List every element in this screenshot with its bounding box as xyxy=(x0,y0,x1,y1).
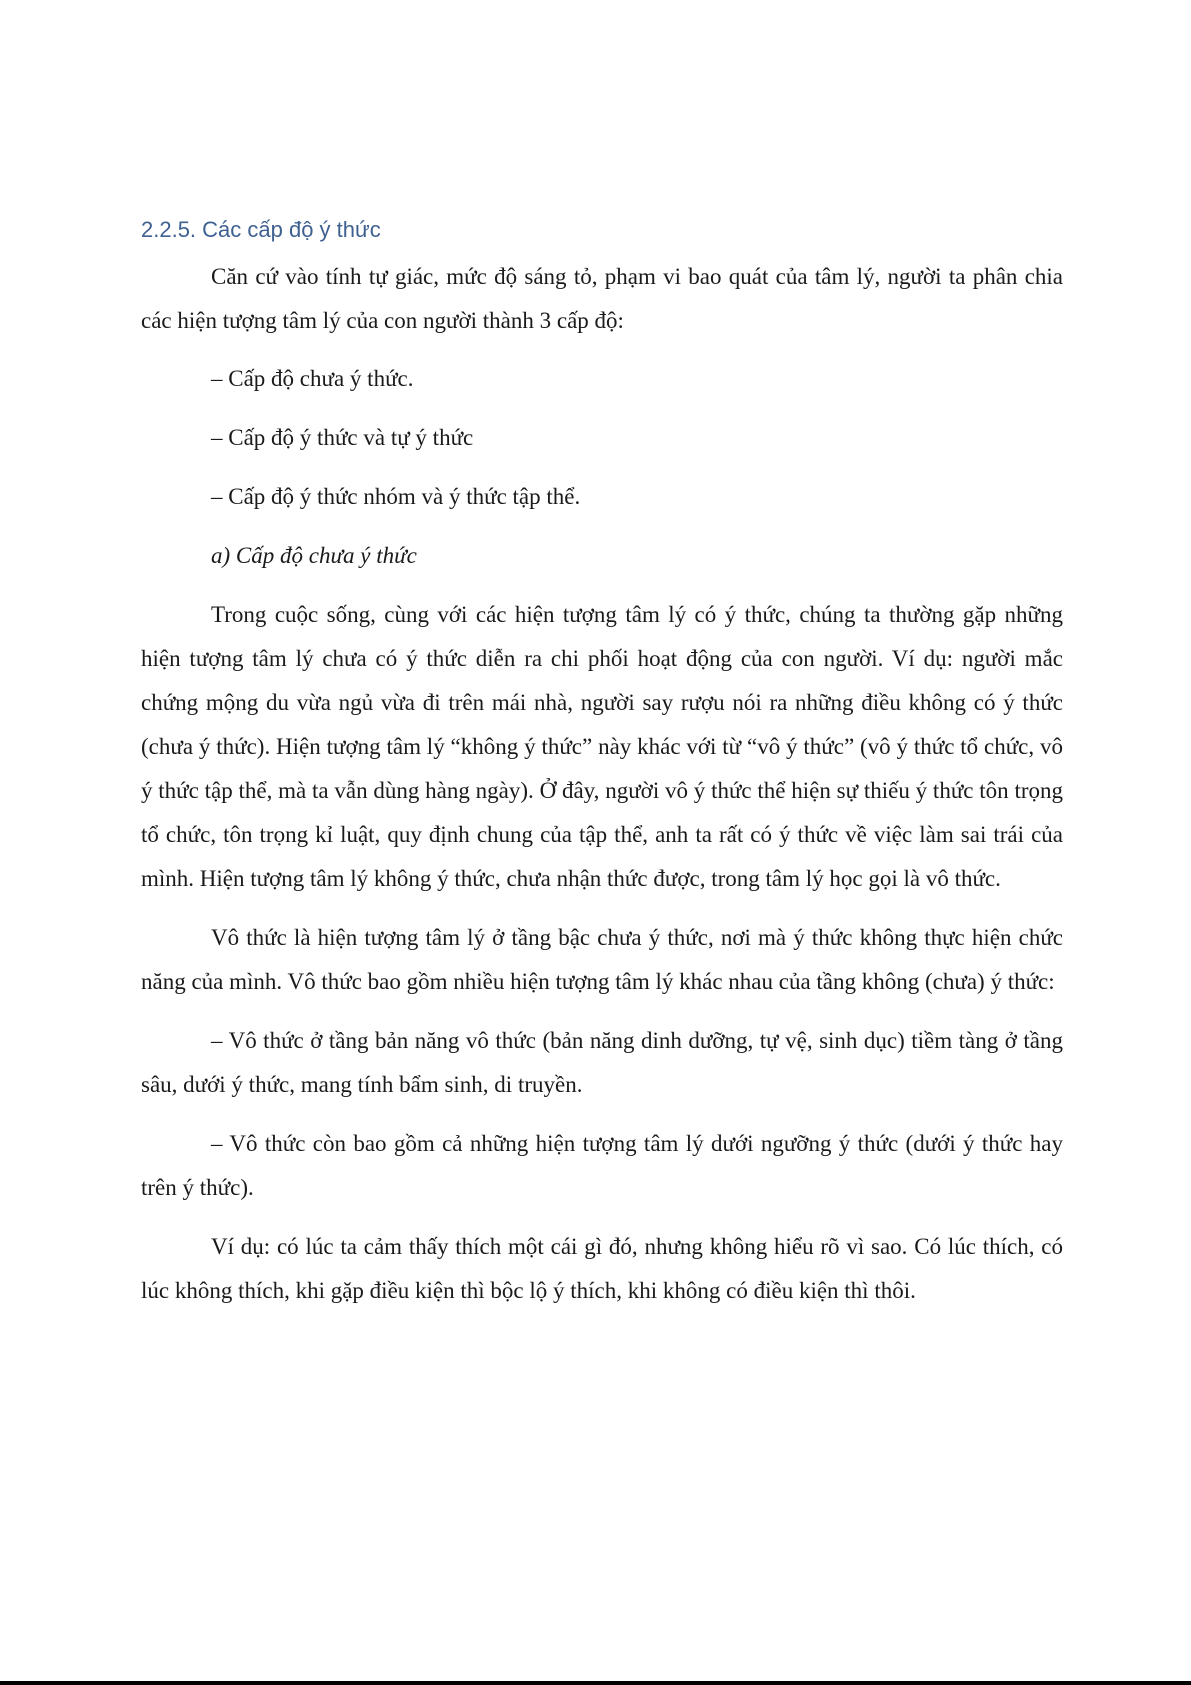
intro-paragraph: Căn cứ vào tính tự giác, mức độ sáng tỏ, phạm vi bao quát của tâm lý, người ta phân chia các hiện tượng tâm lý của con người thành 3 cấp độ: xyxy=(141,264,1063,333)
level-list-item-1: – Cấp độ chưa ý thức. xyxy=(211,366,414,391)
level-list-item-2: – Cấp độ ý thức và tự ý thức xyxy=(211,425,474,450)
bottom-border xyxy=(0,1681,1191,1685)
bullet-paragraph-1: – Vô thức ở tầng bản năng vô thức (bản năng dinh dưỡng, tự vệ, sinh dục) tiềm tàng ở tầng sâu, dưới ý thức, mang tính bẩm sinh, di truyền. xyxy=(141,1028,1063,1097)
body-paragraph-2: Vô thức là hiện tượng tâm lý ở tầng bậc chưa ý thức, nơi mà ý thức không thực hiện chức năng của mình. Vô thức bao gồm nhiều hiện tượng tâm lý khác nhau của tầng không (chưa) ý thức: xyxy=(141,925,1063,994)
body-paragraph-1: Trong cuộc sống, cùng với các hiện tượng tâm lý có ý thức, chúng ta thường gặp những hiện tượng tâm lý chưa có ý thức diễn ra chi phối hoạt động của con người. Ví dụ: người mắc chứng mộng du vừa ngủ vừa đi trên mái nhà, người say rượu nói ra những điều không có ý thức (chưa ý thức). Hiện tượng tâm lý “không ý thức” này khác với từ “vô ý thức” (vô ý thức tổ chức, vô ý thức tập thể, mà ta vẫn dùng hàng ngày). Ở đây, người vô ý thức thể hiện sự thiếu ý thức tôn trọng tổ chức, tôn trọng kỉ luật, quy định chung của tập thể, anh ta rất có ý thức về việc làm sai trái của mình. Hiện tượng tâm lý không ý thức, chưa nhận thức được, trong tâm lý học gọi là vô thức. xyxy=(141,602,1063,891)
bullet-paragraph-2: – Vô thức còn bao gồm cả những hiện tượng tâm lý dưới ngưỡng ý thức (dưới ý thức hay trên ý thức). xyxy=(141,1131,1063,1200)
page-content xyxy=(141,213,1063,1313)
body-paragraph-3: Ví dụ: có lúc ta cảm thấy thích một cái gì đó, nhưng không hiểu rõ vì sao. Có lúc thích, có lúc không thích, khi gặp điều kiện thì bộc lộ ý thích, khi không có điều kiện thì thôi. xyxy=(141,1234,1063,1303)
section-heading: 2.2.5. Các cấp độ ý thức xyxy=(141,217,381,242)
level-list-item-3: – Cấp độ ý thức nhóm và ý thức tập thể. xyxy=(211,484,581,509)
subheading-a: a) Cấp độ chưa ý thức xyxy=(211,543,417,568)
